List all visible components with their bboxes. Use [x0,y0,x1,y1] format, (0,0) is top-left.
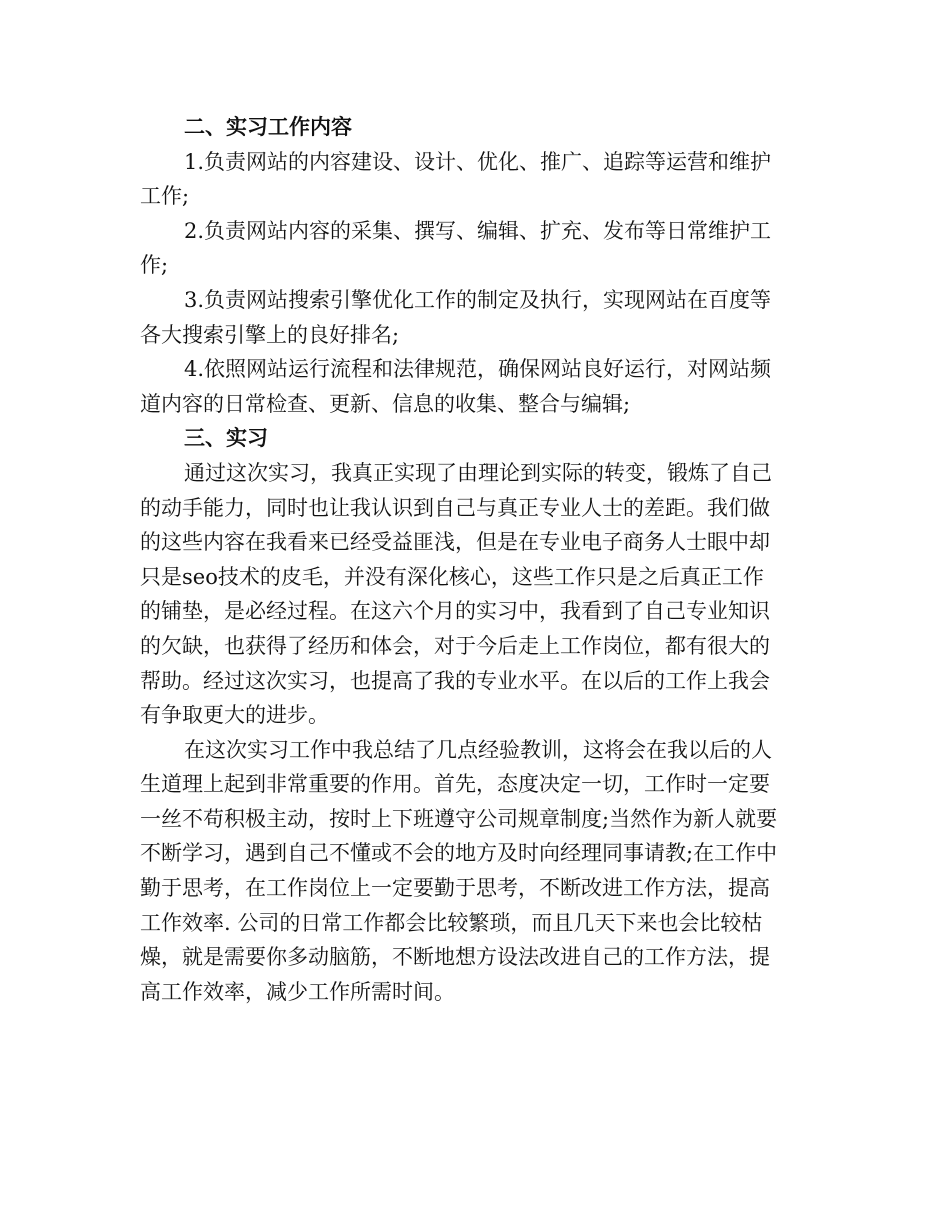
paragraph-line: 只是seo技术的皮毛，并没有深化核心，这些工作只是之后真正工作 [140,564,764,589]
paragraph-line: 在这次实习工作中我总结了几点经验教训，这将会在我以后的人 [184,737,772,762]
paragraph-line: 燥，就是需要你多动脑筋，不断地想方设法改进自己的工作方法，提 [140,945,770,970]
list-item-line: 工作; [140,184,190,209]
list-item-line: 4.依照网站运行流程和法律规范，确保网站良好运行，对网站频 [184,357,772,382]
section-heading-internship: 三、实习 [184,425,268,451]
document-page [140,110,805,1009]
list-item-line: 2.负责网站内容的采集、撰写、编辑、扩充、发布等日常维护工 [184,218,772,243]
list-item [140,283,805,352]
list-item [140,214,805,283]
paragraph-line: 不断学习，遇到自己不懂或不会的地方及时向经理同事请教;在工作中 [140,841,778,866]
list-item [140,352,805,421]
section-heading-work-content: 二、实习工作内容 [184,114,352,139]
paragraph [140,733,805,1010]
paragraph-line: 高工作效率，减少工作所需时间。 [140,979,455,1004]
paragraph-line: 通过这次实习，我真正实现了由理论到实际的转变，锻炼了自己 [184,460,772,485]
list-item-line: 道内容的日常检查、更新、信息的收集、整合与编辑; [140,391,631,416]
paragraph [140,456,805,733]
list-item [140,145,805,214]
paragraph-line: 的动手能力，同时也让我认识到自己与真正专业人士的差距。我们做 [140,495,770,520]
list-item-line: 各大搜索引擎上的良好排名; [140,322,400,347]
paragraph-line: 的欠缺，也获得了经历和体会，对于今后走上工作岗位，都有很大的 [140,633,770,658]
paragraph-line: 的铺垫，是必经过程。在这六个月的实习中，我看到了自己专业知识 [140,599,770,624]
paragraph-line: 工作效率. 公司的日常工作都会比较繁琐，而且几天下来也会比较枯 [140,910,763,935]
list-item-line: 1.负责网站的内容建设、设计、优化、推广、追踪等运营和维护 [184,149,772,174]
paragraph-line: 生道理上起到非常重要的作用。首先，态度决定一切，工作时一定要 [140,772,770,797]
list-item-line: 3.负责网站搜索引擎优化工作的制定及执行，实现网站在百度等 [184,287,772,312]
paragraph-line: 帮助。经过这次实习，也提高了我的专业水平。在以后的工作上我会 [140,668,770,693]
paragraph-line: 的这些内容在我看来已经受益匪浅，但是在专业电子商务人士眼中却 [140,530,770,555]
paragraph-line: 一丝不苟积极主动，按时上下班遵守公司规章制度;当然作为新人就要 [140,806,778,831]
paragraph-line: 有争取更大的进步。 [140,703,329,728]
paragraph-line: 勤于思考，在工作岗位上一定要勤于思考，不断改进工作方法，提高 [140,876,770,901]
list-item-line: 作; [140,253,169,278]
